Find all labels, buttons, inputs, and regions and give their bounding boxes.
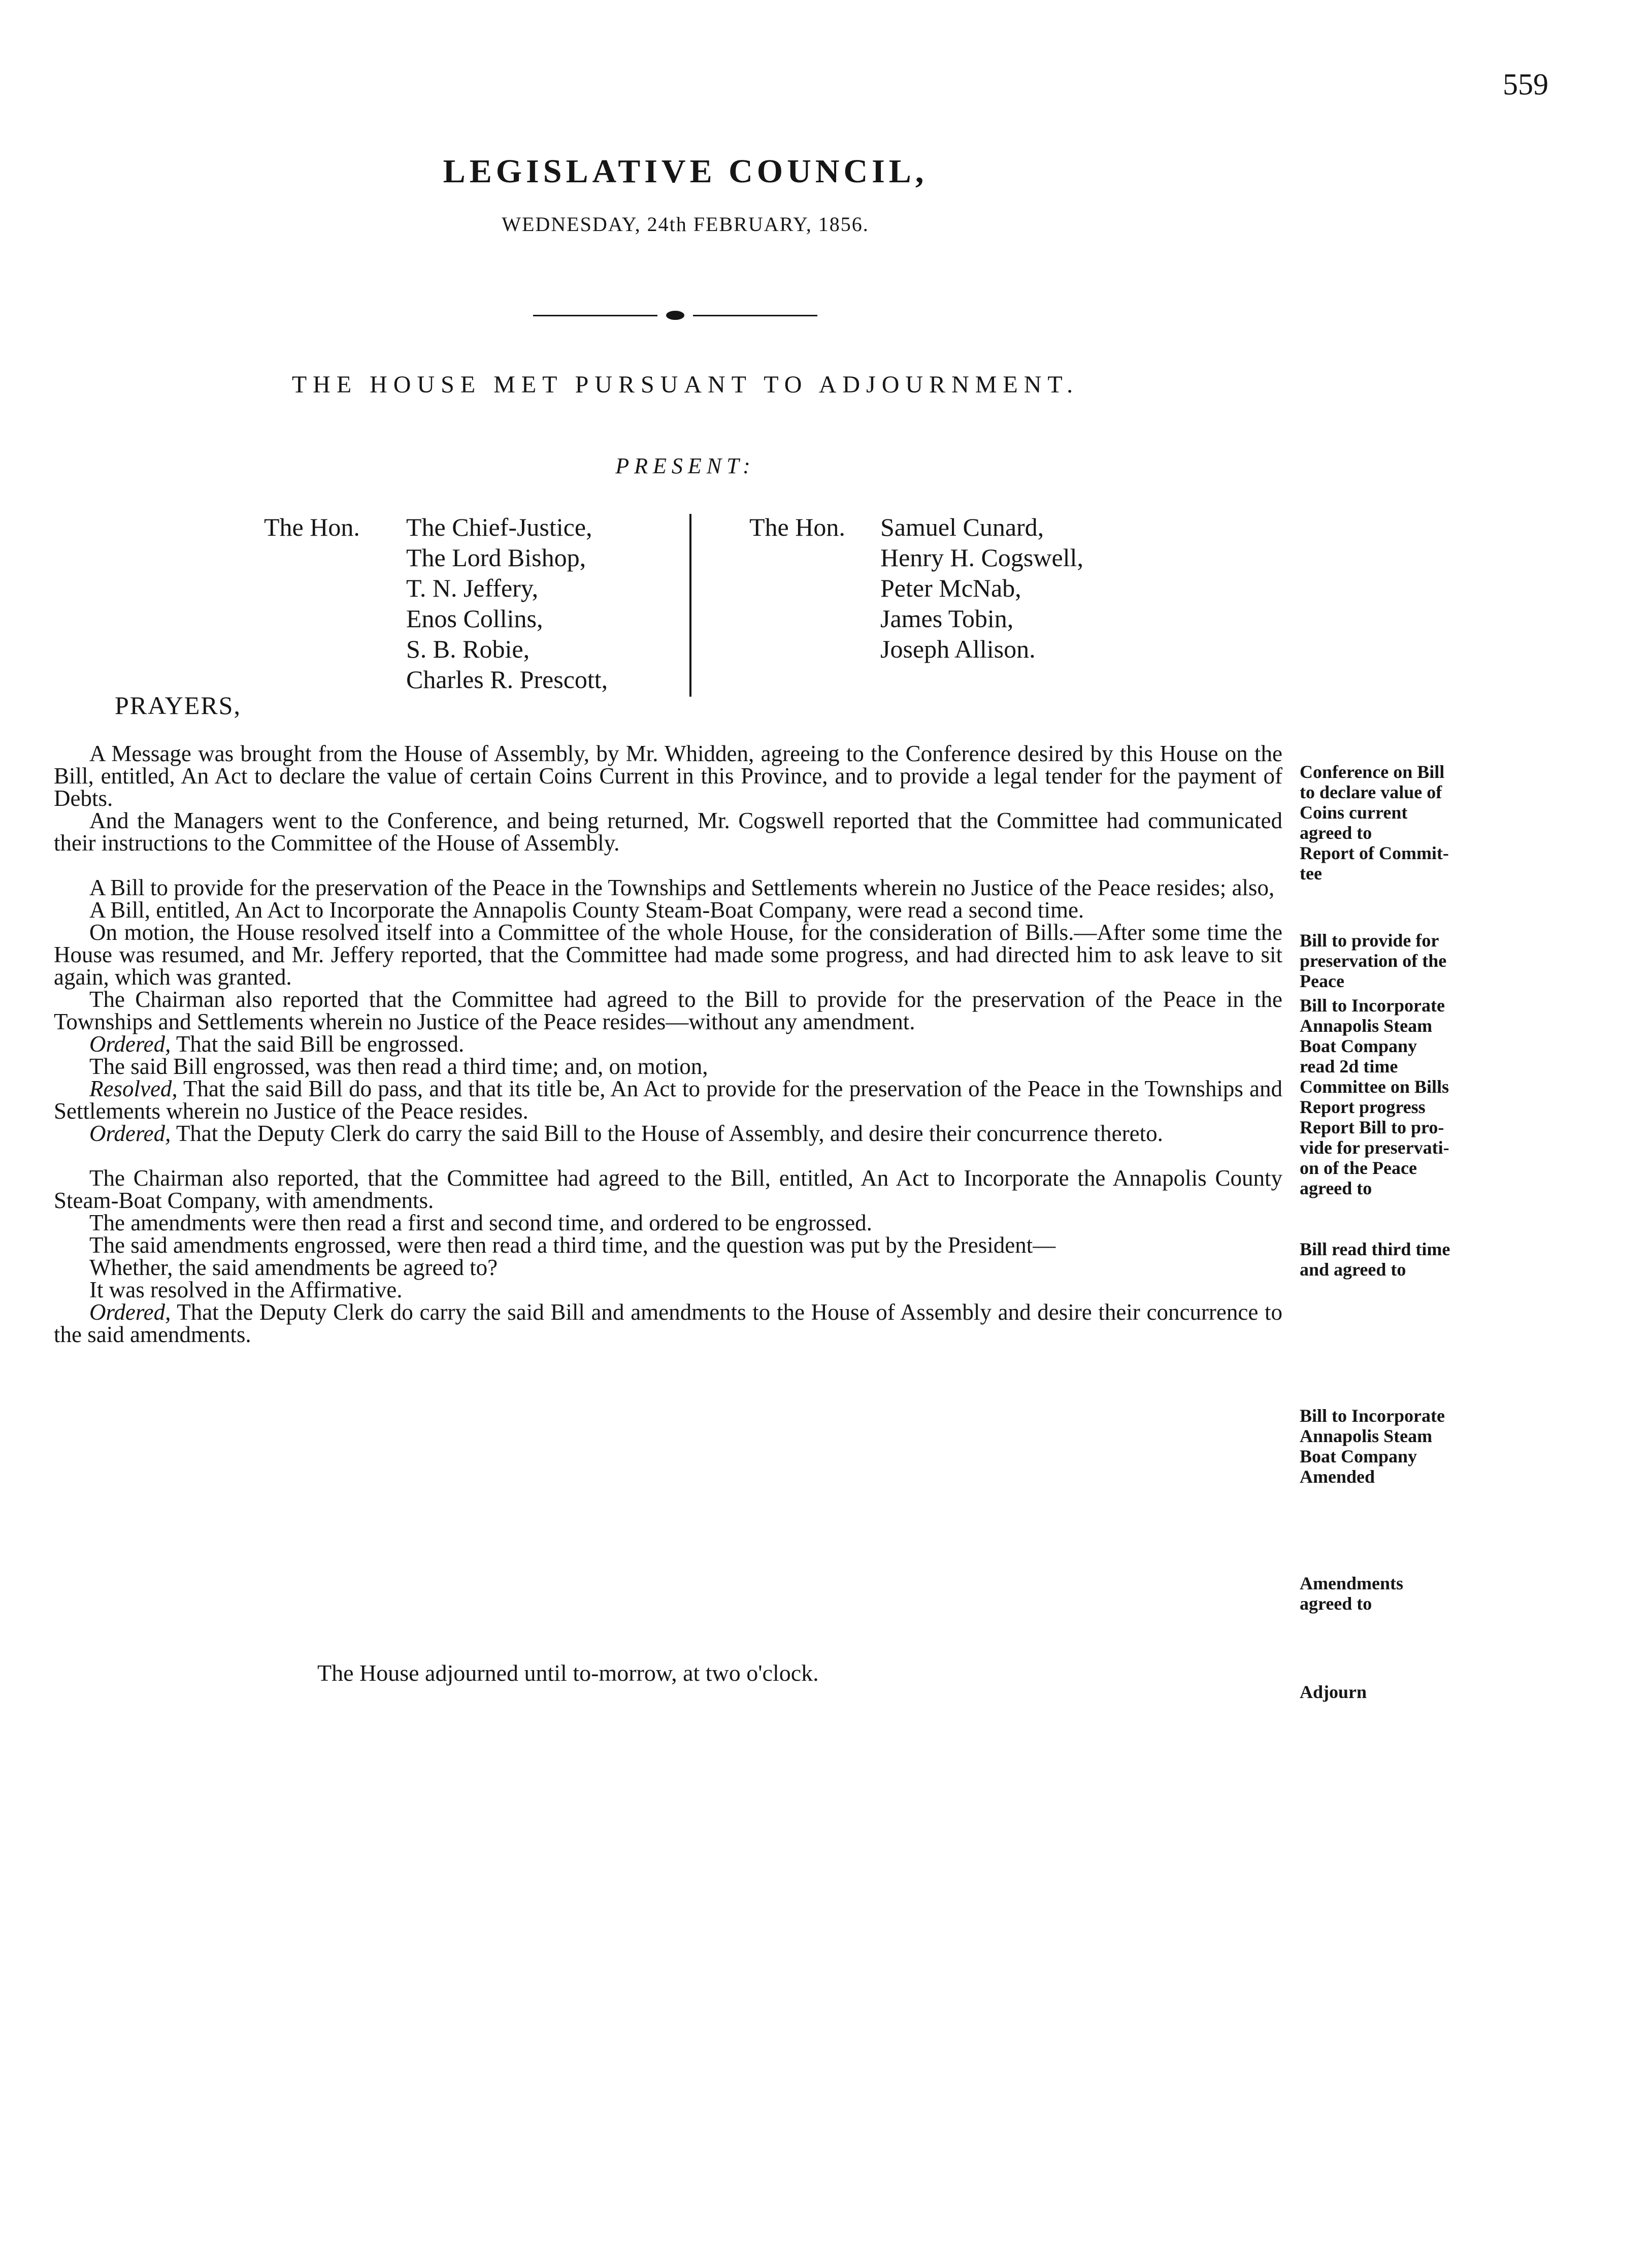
hon-prefix: The Hon.: [749, 513, 845, 541]
member-name: Charles R. Prescott,: [406, 665, 608, 694]
member-name: Henry H. Cogswell,: [880, 543, 1083, 572]
session-heading: THE HOUSE MET PURSUANT TO ADJOURNMENT.: [291, 371, 1079, 398]
paragraph: A Bill to provide for the preservation of the Peace in the Townships and Settlements wherein no Justice of the Peace resides; also,: [89, 875, 1275, 900]
member-name: James Tobin,: [880, 604, 1014, 633]
member-name: The Chief-Justice,: [406, 513, 592, 541]
paragraph: And the Managers went to the Conference, and being returned, Mr. Cogswell reported that the Committee had communicated their instructions to the Committee of the House of Assembly.: [54, 808, 1282, 856]
member-list-left: [406, 512, 608, 695]
margin-note-third-reading: Bill read third time and agreed to: [1300, 1239, 1450, 1280]
member-name: The Lord Bishop,: [406, 543, 586, 572]
prayers-heading: PRAYERS,: [115, 691, 241, 720]
member-name: Enos Collins,: [406, 604, 543, 633]
paragraph: Ordered, That the Deputy Clerk do carry the said Bill and amendments to the House of Assembly and desire their concurrence to the said amendments.: [54, 1299, 1283, 1347]
margin-note-amendments-agreed: Amendments agreed to: [1300, 1573, 1403, 1614]
paragraph: Ordered, That the Deputy Clerk do carry the said Bill to the House of Assembly, and desire their concurrence thereto.: [89, 1121, 1163, 1146]
paragraph: A Bill, entitled, An Act to Incorporate the Annapolis County Steam-Boat Company, were read a second time.: [89, 897, 1084, 923]
paragraph: Whether, the said amendments be agreed to?: [89, 1255, 498, 1280]
margin-note-steamboat-bill: Bill to Incorporate Annapolis Steam Boat Company read 2d time: [1300, 995, 1445, 1076]
ornament-icon: [666, 311, 684, 320]
member-list-right: [880, 512, 1083, 664]
council-title: LEGISLATIVE COUNCIL,: [443, 153, 928, 190]
adjournment-line: The House adjourned until to-morrow, at two o'clock.: [317, 1660, 819, 1686]
paragraph: The Chairman also reported, that the Committee had agreed to the Bill, entitled, An Act to Incorporate the Annapolis County Steam-Boat Company, with amendments.: [54, 1165, 1282, 1213]
member-name: Peter McNab,: [880, 574, 1021, 602]
margin-note-report: Report of Commit- tee: [1300, 843, 1449, 884]
paragraph: A Message was brought from the House of Assembly, by Mr. Whidden, agreeing to the Conference desired by this House on the Bill, entitled, An Act to declare the value of certain Coins Current in this Province, and to provide a legal tender for the payment of Debts.: [54, 741, 1282, 811]
members-right-column: [749, 512, 1083, 664]
paragraph: It was resolved in the Affirmative.: [89, 1277, 403, 1302]
present-heading: PRESENT:: [615, 453, 755, 478]
rule-right: [693, 315, 817, 316]
margin-note-peace-bill: Bill to provide for preservation of the Peace: [1300, 930, 1447, 991]
paragraph: Resolved, That the said Bill do pass, and that its title be, An Act to provide for the preservation of the Peace in the Townships and Settlements wherein no Justice of the Peace resides.: [54, 1076, 1282, 1124]
rule-left: [533, 315, 657, 316]
proceedings-text: [54, 742, 1282, 1346]
members-divider: [689, 514, 691, 697]
hon-prefix: The Hon.: [264, 513, 360, 541]
margin-note-steamboat-amended: Bill to Incorporate Annapolis Steam Boat Company Amended: [1300, 1406, 1445, 1487]
paragraph: Ordered, That the said Bill be engrossed.: [89, 1031, 465, 1057]
paragraph: The said Bill engrossed, was then read a third time; and, on motion,: [89, 1054, 708, 1079]
paragraph: The amendments were then read a first and second time, and ordered to be engrossed.: [89, 1210, 872, 1235]
margin-note-conference: Conference on Bill to declare value of Coins current agreed to: [1300, 762, 1445, 843]
margin-note-committee-progress: Committee on Bills Report progress: [1300, 1076, 1449, 1117]
ornament-rule: [533, 311, 817, 321]
margin-note-report-peace: Report Bill to pro- vide for preservati- on of the Peace agreed to: [1300, 1117, 1449, 1198]
member-name: Samuel Cunard,: [880, 513, 1044, 541]
member-name: Joseph Allison.: [880, 635, 1036, 663]
margin-note-adjourn: Adjourn: [1300, 1682, 1367, 1702]
paragraph: The said amendments engrossed, were then read a third time, and the question was put by the President—: [89, 1232, 1056, 1258]
session-date: WEDNESDAY, 24th FEBRUARY, 1856.: [502, 213, 869, 236]
members-left-column: [264, 512, 608, 695]
page-number: 559: [1503, 68, 1548, 101]
member-name: S. B. Robie,: [406, 635, 530, 663]
paragraph: On motion, the House resolved itself into a Committee of the whole House, for the consideration of Bills.—After some time the House was resumed, and Mr. Jeffery reported, that the Committee had made some progress, and had directed him to ask leave to sit again, which was granted.: [54, 920, 1282, 990]
paragraph: The Chairman also reported that the Committee had agreed to the Bill to provide for the preservation of the Peace in the Townships and Settlements wherein no Justice of the Peace resides—without any amendment.: [54, 987, 1282, 1034]
member-name: T. N. Jeffery,: [406, 574, 539, 602]
